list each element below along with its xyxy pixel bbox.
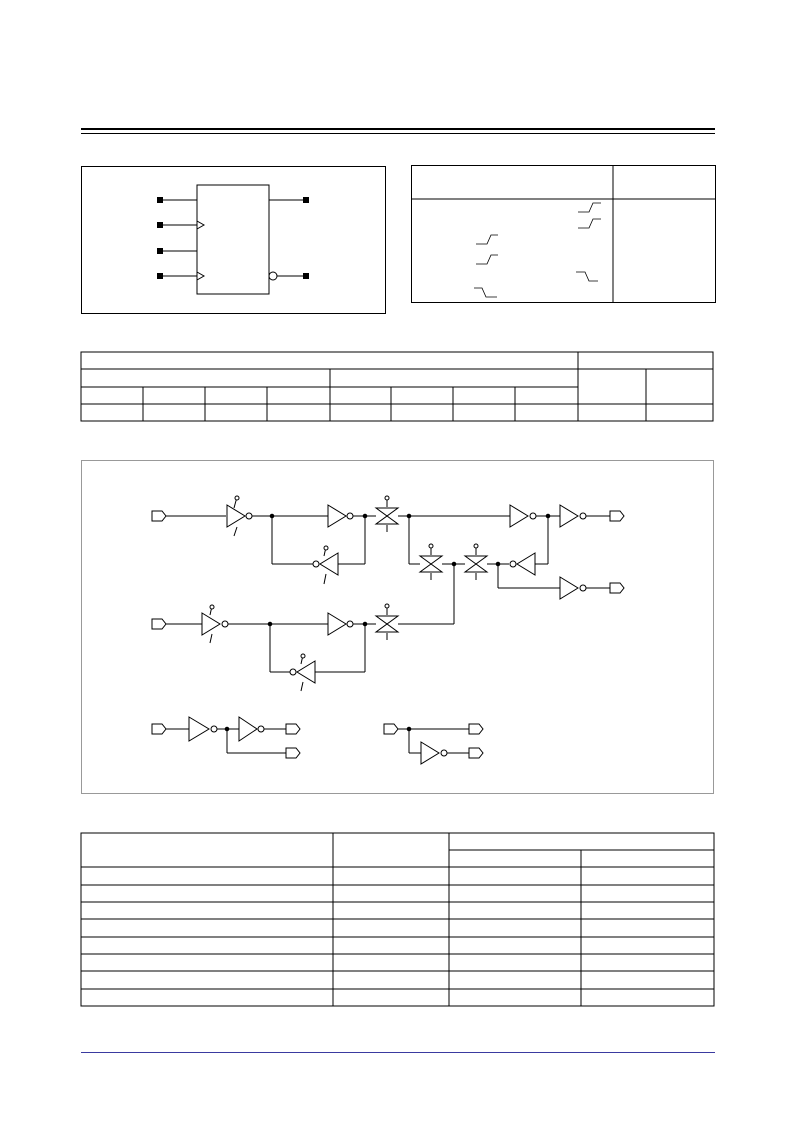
footer-rule [81, 1052, 715, 1053]
